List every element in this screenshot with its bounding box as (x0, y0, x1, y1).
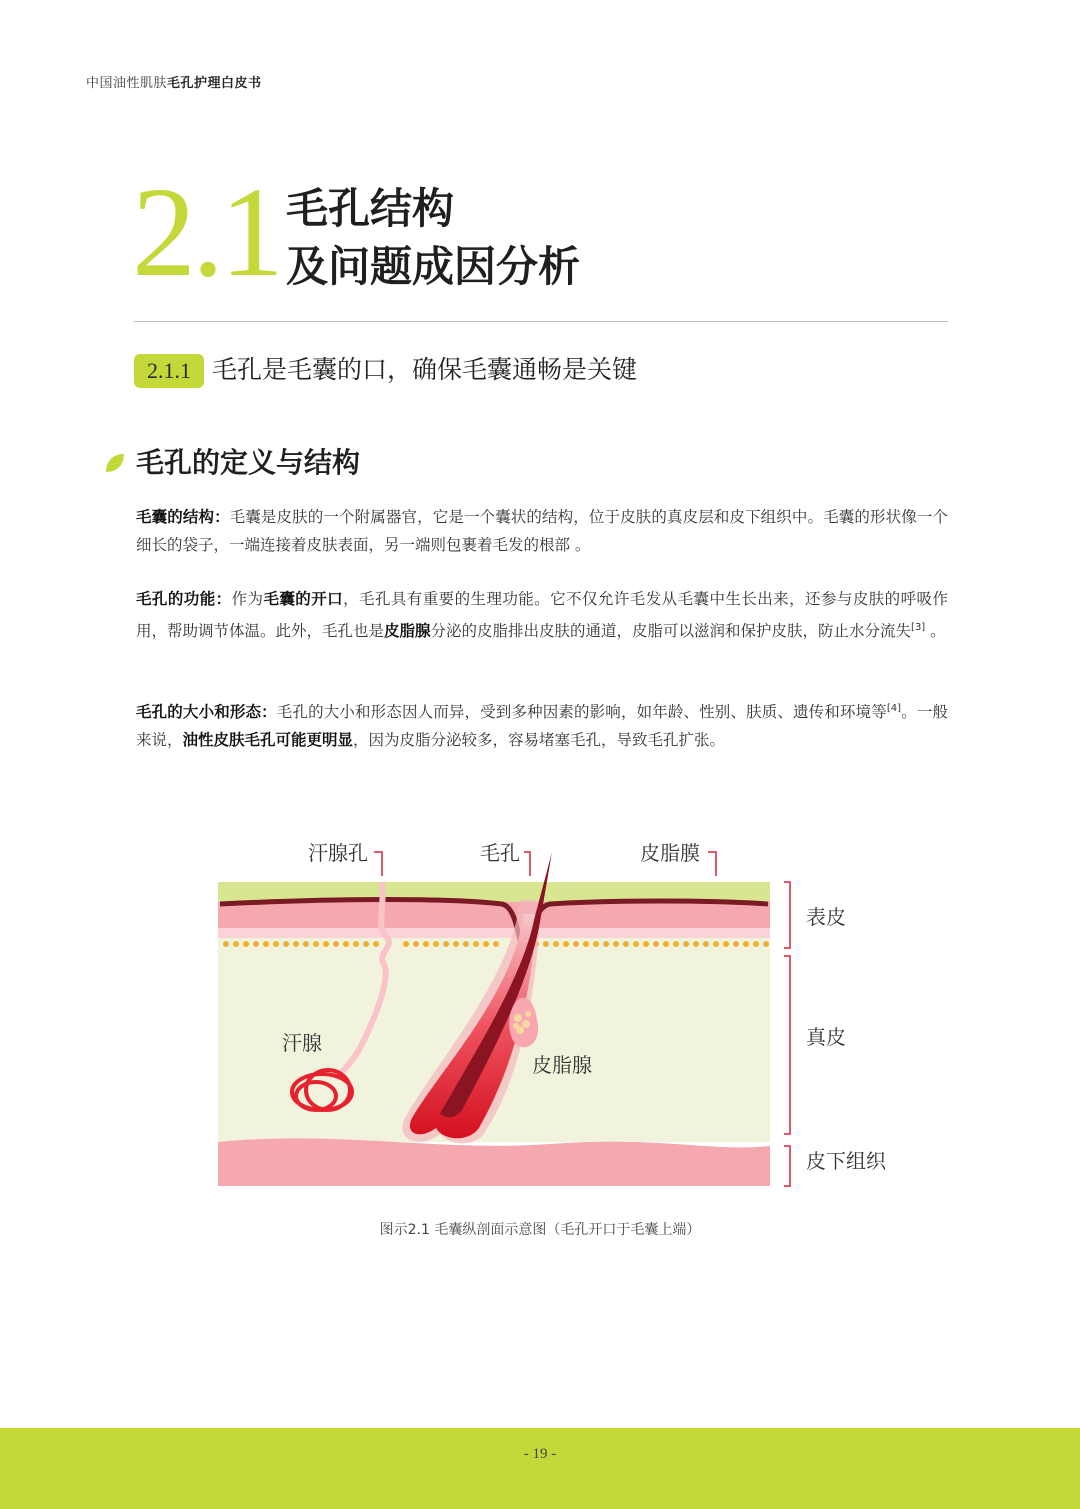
label-pore: 毛孔 (480, 841, 520, 865)
subcutis-layer (218, 1138, 770, 1186)
citation: [3] (911, 621, 926, 633)
footer-band (0, 1428, 1080, 1509)
paragraph-bold: 油性皮肤毛孔可能更明显 (182, 730, 354, 749)
paragraph-pore-function (136, 586, 948, 645)
paragraph-label: 毛孔的大小和形态： (136, 703, 277, 722)
paragraph-label: 毛孔的功能： (136, 590, 232, 608)
header-prefix: 中国油性肌肤 (86, 76, 168, 91)
label-sebaceous-gland: 皮脂腺 (532, 1053, 592, 1077)
section-title: 毛孔的定义与结构 (136, 446, 361, 479)
paragraph-label: 毛囊的结构： (136, 508, 230, 526)
label-sweat-pore: 汗腺孔 (308, 841, 368, 865)
figure-caption: 图示2.1 毛囊纵剖面示意图（毛孔开口于毛囊上端） (379, 1222, 701, 1238)
chapter-number: 2.1 (132, 161, 280, 303)
label-sebum-film: 皮脂膜 (640, 841, 700, 865)
label-sweat-gland: 汗腺 (282, 1031, 322, 1055)
subsection-number-badge: 2.1.1 (134, 354, 204, 388)
label-dermis: 真皮 (806, 1025, 846, 1049)
paragraph-text: 。一般来说， (136, 703, 948, 749)
leaf-icon (104, 452, 126, 474)
chapter-title-line2: 及问题成因分析 (286, 242, 581, 291)
label-epidermis: 表皮 (806, 905, 846, 929)
header-title-bold: 毛孔护理白皮书 (167, 76, 262, 91)
paragraph-text: ，因为皮脂分泌较多，容易堵塞毛孔，导致毛孔扩张。 (353, 730, 726, 749)
basal-dots (223, 941, 769, 947)
paragraph-text: 分泌的皮脂排出皮肤的通道，皮脂可以滋润和保护皮肤，防止水分流失 (430, 621, 912, 640)
paragraph-pore-size (136, 695, 948, 754)
paragraph-text: ，毛孔具有重要的生理功能。它不仅允许毛发从毛囊中生长出来，还参与皮肤的呼吸作用，帮助调节体温。此外，毛孔也是 (136, 590, 948, 640)
paragraph-bold: 皮脂腺 (384, 621, 431, 640)
hair-follicle-diagram (190, 830, 910, 1210)
label-subcutis: 皮下组织 (806, 1149, 886, 1173)
chapter-title (286, 180, 580, 296)
paragraph-text: 。 (925, 621, 946, 640)
paragraph-bold: 毛囊的开口 (263, 590, 344, 608)
paragraph-text: 毛孔的大小和形态因人而异，受到多种因素的影响，如年龄、性别、肤质、遗传和环境等 (276, 703, 887, 722)
paragraph-text: 作为 (231, 590, 264, 608)
chapter-title-line1: 毛孔结构 (286, 184, 455, 233)
citation: [4] (886, 703, 902, 714)
title-divider (134, 321, 948, 322)
page-number: - 19 - (523, 1446, 557, 1462)
subsection-title: 毛孔是毛囊的口，确保毛囊通畅是关键 (212, 355, 638, 384)
document-header (86, 72, 262, 91)
paragraph-follicle-structure (136, 504, 948, 559)
paragraph-text: 毛囊是皮肤的一个附属器官，它是一个囊状的结构，位于皮肤的真皮层和皮下组织中。毛囊的形状像一个细长的袋子，一端连接着皮肤表面，另一端则包裹着毛发的根部 。 (136, 508, 948, 554)
